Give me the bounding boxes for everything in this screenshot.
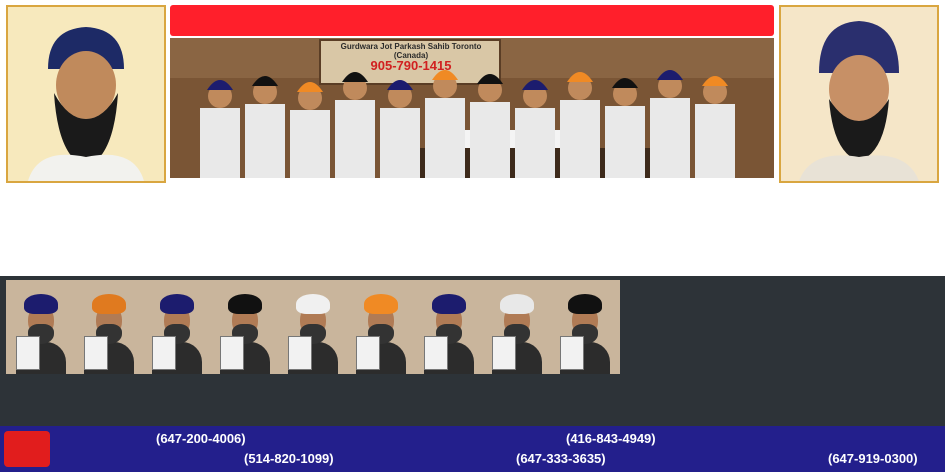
supporter-photo-book bbox=[84, 336, 108, 370]
supporter-photo bbox=[550, 280, 620, 374]
supporter-photo bbox=[346, 280, 416, 374]
contact-phone-1: (647-200-4006) bbox=[156, 431, 246, 446]
contact-phone-4: (647-333-3635) bbox=[516, 451, 606, 466]
supporter-photo-turban bbox=[500, 294, 534, 314]
contact-phone-3: (514-820-1099) bbox=[244, 451, 334, 466]
supporter-tile bbox=[346, 276, 416, 426]
supporter-caption bbox=[482, 376, 552, 422]
contact-phone-2: (416-843-4949) bbox=[566, 431, 656, 446]
supporter-photo-turban bbox=[228, 294, 262, 314]
supporter-caption bbox=[142, 376, 212, 422]
supporter-photo-book bbox=[492, 336, 516, 370]
supporter-tile bbox=[210, 276, 280, 426]
contact-bar bbox=[0, 426, 945, 472]
banner-sign-phone: 905-790-1415 bbox=[370, 58, 452, 73]
supporter-photo-book bbox=[288, 336, 312, 370]
supporter-caption bbox=[346, 376, 416, 422]
supporter-photo-book bbox=[424, 336, 448, 370]
caption-left bbox=[6, 188, 166, 274]
supporter-caption bbox=[550, 376, 620, 422]
supporter-photo bbox=[278, 280, 348, 374]
supporter-tile bbox=[142, 276, 212, 426]
supporter-tile bbox=[414, 276, 484, 426]
supporter-tile bbox=[74, 276, 144, 426]
supporter-grid bbox=[6, 276, 618, 426]
supporter-caption bbox=[414, 376, 484, 422]
supporter-photo-turban bbox=[160, 294, 194, 314]
supporter-photo bbox=[6, 280, 76, 374]
supporter-photo-turban bbox=[568, 294, 602, 314]
supporter-photo-turban bbox=[24, 294, 58, 314]
supporter-caption bbox=[6, 376, 76, 422]
bottom-panel bbox=[0, 276, 945, 426]
portrait-right-illustration bbox=[781, 7, 937, 181]
supporter-photo-book bbox=[560, 336, 584, 370]
supporter-tile bbox=[6, 276, 76, 426]
supporter-photo bbox=[142, 280, 212, 374]
supporter-caption bbox=[210, 376, 280, 422]
supporter-photo bbox=[482, 280, 552, 374]
supporter-caption bbox=[278, 376, 348, 422]
supporter-photo bbox=[210, 280, 280, 374]
supporter-photo bbox=[74, 280, 144, 374]
supporter-caption bbox=[74, 376, 144, 422]
supporter-photo-book bbox=[220, 336, 244, 370]
portrait-left-illustration bbox=[8, 7, 164, 181]
banner-sign-name: Gurdwara Jot Parkash Sahib Toronto (Canada) bbox=[340, 42, 482, 60]
event-photo bbox=[170, 38, 774, 178]
caption-right bbox=[779, 188, 939, 274]
supporter-photo-book bbox=[152, 336, 176, 370]
supporter-photo-book bbox=[356, 336, 380, 370]
headline-bar bbox=[170, 5, 774, 36]
supporter-photo-turban bbox=[92, 294, 126, 314]
request-badge bbox=[4, 431, 50, 467]
portrait-left bbox=[6, 5, 166, 183]
supporter-tile bbox=[550, 276, 620, 426]
supporter-photo-turban bbox=[432, 294, 466, 314]
statement-text bbox=[624, 276, 939, 426]
supporter-photo-book bbox=[16, 336, 40, 370]
portrait-right bbox=[779, 5, 939, 183]
contact-phone-5: (647-919-0300) bbox=[828, 451, 918, 466]
supporter-photo-turban bbox=[364, 294, 398, 314]
description-box bbox=[170, 180, 774, 274]
supporter-tile bbox=[278, 276, 348, 426]
supporter-photo bbox=[414, 280, 484, 374]
supporter-photo-turban bbox=[296, 294, 330, 314]
supporter-tile bbox=[482, 276, 552, 426]
